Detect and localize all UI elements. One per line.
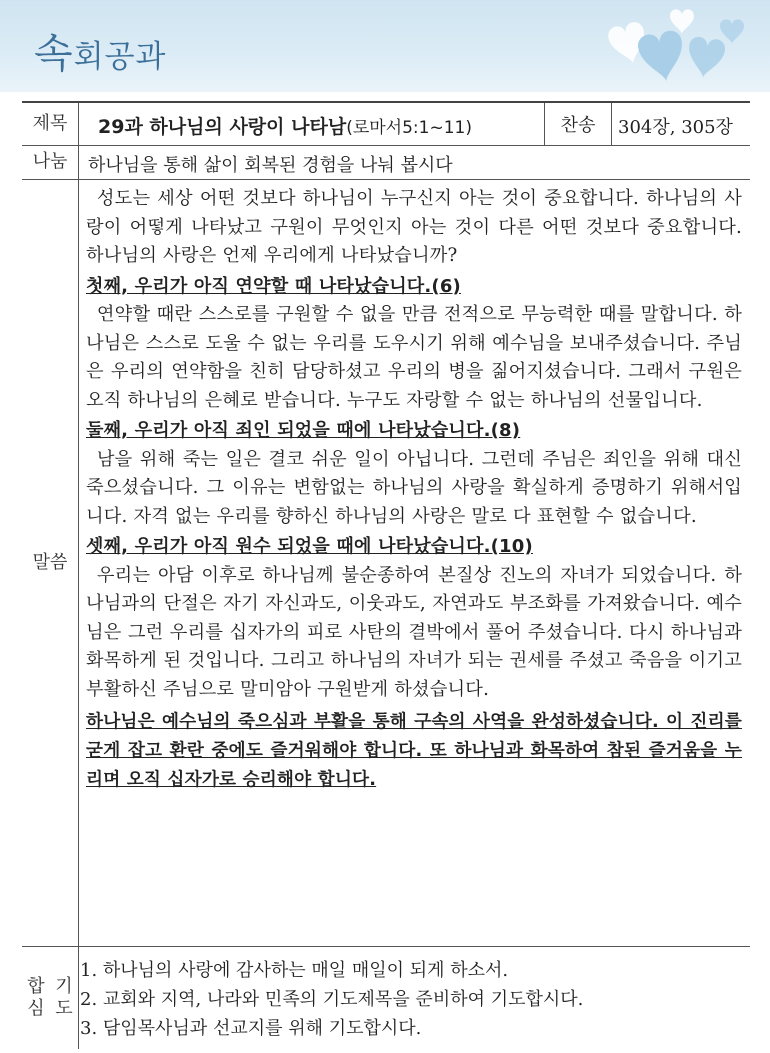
prayer-item: 3. 담임목사님과 선교지를 위해 기도합시다. xyxy=(80,1018,422,1039)
page-title-first: 속 xyxy=(34,31,74,77)
word-conclusion: 하나님은 예수님의 죽으심과 부활을 통해 구속의 사역을 완성하셨습니다. 이 진리를 굳게 잡고 환란 중에도 즐거워해야 합니다. 또 하나님과 화목하여 참된 즐거움을 누리며 오직 십자가로 승리해야 합니다. xyxy=(86,712,742,790)
word-body xyxy=(86,185,742,795)
point2-body: 남을 위해 죽는 일은 결코 쉬운 일이 아닙니다. 그런데 주님은 죄인을 위해 대신 죽으셨습니다. 그 이유는 변함없는 하나님의 사랑을 확실하게 증명하기 위해서입니다. 자격 없는 우리를 향하신 하나님의 사랑은 말로 다 표현할 수 없습니다. xyxy=(86,448,742,527)
hearts-decoration-icon xyxy=(570,4,750,88)
title-label: 제목 xyxy=(22,103,79,145)
prayer-list xyxy=(80,956,583,1043)
scripture-reference: (로마서5:1~11) xyxy=(346,118,472,138)
point1-body: 연약할 때란 스스로를 구원할 수 없을 만큼 전적으로 무능력한 때를 말합니다. 하나님은 스스로 도울 수 없는 우리를 도우시기 위해 예수님을 보내주셨습니다. 주님은 우리의 연약함을 친히 담당하셨고 우리의 병을 짊어지셨습니다. 그래서 구원은 오직 하나님의 은혜로 받습니다. 누구도 자랑할 수 없는 하나님의 선물입니다. xyxy=(86,304,742,411)
prayer-label-line2: 기도 xyxy=(55,975,73,1019)
prayer-label xyxy=(22,946,79,1049)
sharing-label: 나눔 xyxy=(22,145,79,179)
sharing-row xyxy=(22,145,750,180)
title-row xyxy=(22,103,750,146)
page-title xyxy=(34,22,166,79)
point3-body: 우리는 아담 이후로 하나님께 불순종하여 본질상 진노의 자녀가 되었습니다. 하나님과의 단절은 자기 자신과도, 이웃과도, 자연과도 부조화를 가져왔습니다. 예수님은 그런 우리를 십자가의 피로 사탄의 결박에서 풀어 주셨습니다. 다시 하나님과 화목하게 된 것입니다. 그리고 하나님의 자녀가 되는 권세를 주셨고 죽음을 이기고 부활하신 주님으로 말미암아 구원받게 하셨습니다. xyxy=(86,564,742,700)
prayer-label-line1: 합심 xyxy=(27,975,45,1019)
point3-heading: 셋째, 우리가 아직 원수 되었을 때에 나타났습니다.(10) xyxy=(86,536,533,557)
lesson-title xyxy=(98,112,472,139)
hymn-label: 찬송 xyxy=(544,103,612,145)
point1-heading: 첫째, 우리가 아직 연약할 때 나타났습니다.(6) xyxy=(86,275,461,297)
header-band xyxy=(0,0,770,92)
hymn-value: 304장, 305장 xyxy=(618,117,733,138)
word-label: 말씀 xyxy=(22,179,79,946)
prayer-item: 1. 하나님의 사랑에 감사하는 매일 매일이 되게 하소서. xyxy=(80,960,509,981)
prayer-item: 2. 교회와 지역, 나라와 민족의 기도제목을 준비하여 기도합시다. xyxy=(80,989,584,1010)
sharing-text: 하나님을 통해 삶이 회복된 경험을 나눠 봅시다 xyxy=(88,155,453,176)
word-intro: 성도는 세상 어떤 것보다 하나님이 누구신지 아는 것이 중요합니다. 하나님의 사랑이 어떻게 나타났고 구원이 무엇인지 아는 것이 다른 어떤 것보다 중요합니다. 하나님의 사랑은 언제 우리에게 나타났습니까? xyxy=(86,188,742,266)
page-title-rest: 회공과 xyxy=(73,39,167,75)
prayer-row xyxy=(22,946,750,1049)
lesson-table xyxy=(22,101,750,1049)
word-row xyxy=(22,179,750,947)
lesson-title-text: 29과 하나님의 사랑이 나타남 xyxy=(98,116,347,138)
point2-heading: 둘째, 우리가 아직 죄인 되었을 때에 나타났습니다.(8) xyxy=(86,420,521,441)
